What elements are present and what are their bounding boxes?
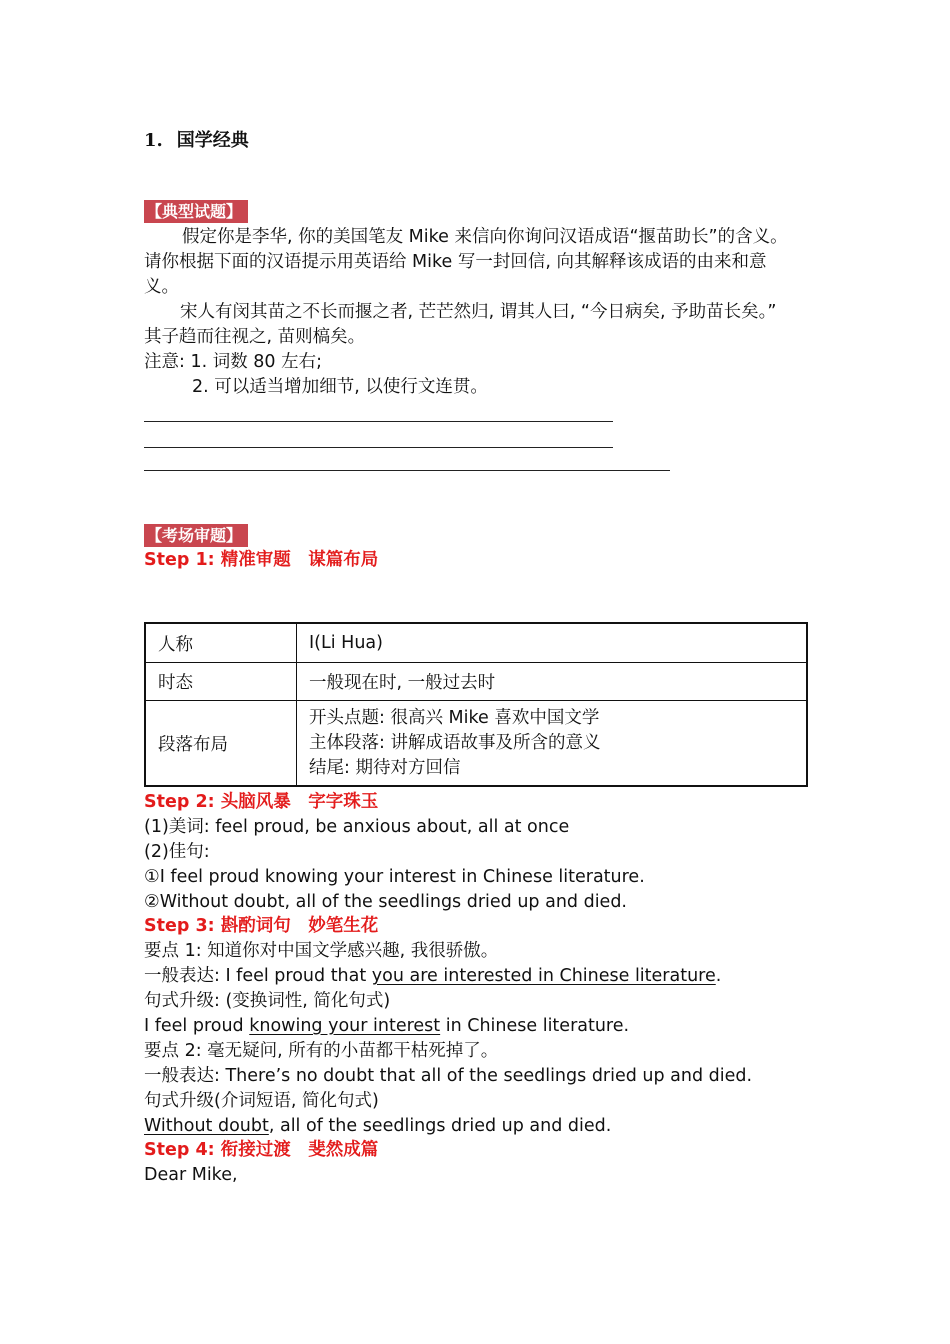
text-span: 一般表达: I feel proud that xyxy=(144,966,372,986)
point-2-upgrade-label: 句式升级(介词短语, 简化句式) xyxy=(144,1091,379,1111)
layout-table xyxy=(144,622,808,787)
point-1-upgrade xyxy=(144,1014,629,1039)
beautiful-words: (1)美词: feel proud, be anxious about, all at once xyxy=(144,817,570,837)
point-1-normal xyxy=(144,964,721,989)
story-line-2: 其子趋而往视之, 苗则槁矣。 xyxy=(144,327,366,347)
step-3-heading: Step 3: 斟酌词句 妙笔生花 xyxy=(144,916,379,936)
underlined-phrase: knowing your interest xyxy=(249,1016,441,1036)
section-number: 1. xyxy=(144,130,163,151)
table-row xyxy=(145,663,807,701)
good-sentence-2: ②Without doubt, all of the seedlings dried up and died. xyxy=(144,892,627,912)
table-key: 人称 xyxy=(145,623,297,663)
point-2-upgrade xyxy=(144,1114,611,1139)
point-1-upgrade-label: 句式升级: (变换词性, 简化句式) xyxy=(144,991,391,1011)
step-2-heading: Step 2: 头脑风暴 字字珠玉 xyxy=(144,792,379,812)
prompt-line-3: 义。 xyxy=(144,277,179,297)
note-line-1: 注意: 1. 词数 80 左右; xyxy=(144,352,323,372)
paragraph-plan-ending: 结尾: 期待对方回信 xyxy=(309,757,461,778)
prompt-line-1: 假定你是李华, 你的美国笔友 Mike 来信向你询问汉语成语“揠苗助长”的含义。 xyxy=(182,227,788,247)
good-sentence-1: ①I feel proud knowing your interest in Chinese literature. xyxy=(144,867,645,887)
answer-blank-line-3 xyxy=(144,470,670,471)
good-sentences-label: (2)佳句: xyxy=(144,842,210,862)
underlined-phrase: Without doubt xyxy=(144,1116,269,1136)
paragraph-plan-opening: 开头点题: 很高兴 Mike 喜欢中国文学 xyxy=(309,707,600,728)
story-line-1: 宋人有闵其苗之不长而揠之者, 芒芒然归, 谓其人曰, “今日病矣, 予助苗长矣。” xyxy=(180,302,777,322)
table-key: 段落布局 xyxy=(145,701,297,787)
table-value: 一般现在时, 一般过去时 xyxy=(297,663,808,701)
text-span: . xyxy=(715,966,722,986)
text-span: I feel proud xyxy=(144,1016,250,1036)
paragraph-plan-body: 主体段落: 讲解成语故事及所含的意义 xyxy=(309,732,601,753)
answer-blank-line-2 xyxy=(144,447,613,448)
step-4-heading: Step 4: 衔接过渡 斐然成篇 xyxy=(144,1140,379,1160)
section-heading xyxy=(144,126,249,152)
prompt-line-2: 请你根据下面的汉语提示用英语给 Mike 写一封回信, 向其解释该成语的由来和意 xyxy=(144,252,767,272)
table-row xyxy=(145,623,807,663)
exam-review-badge: 【考场审题】 xyxy=(144,524,248,547)
letter-salutation: Dear Mike, xyxy=(144,1165,238,1185)
table-row xyxy=(145,701,807,787)
point-2: 要点 2: 毫无疑问, 所有的小苗都干枯死掉了。 xyxy=(144,1041,499,1061)
underlined-phrase: you are interested in Chinese literature xyxy=(371,966,716,986)
section-title: 国学经典 xyxy=(176,130,249,151)
text-span: , all of the seedlings dried up and died. xyxy=(268,1116,612,1136)
note-line-2: 2. 可以适当增加细节, 以使行文连贯。 xyxy=(192,377,488,397)
point-2-normal: 一般表达: There’s no doubt that all of the seedlings dried up and died. xyxy=(144,1066,753,1086)
point-1: 要点 1: 知道你对中国文学感兴趣, 我很骄傲。 xyxy=(144,941,499,961)
step-1-heading: Step 1: 精准审题 谋篇布局 xyxy=(144,550,379,570)
text-span: in Chinese literature. xyxy=(440,1016,630,1036)
table-value: I(Li Hua) xyxy=(297,623,808,663)
answer-blank-line-1 xyxy=(144,421,613,422)
table-value xyxy=(297,701,808,787)
table-key: 时态 xyxy=(145,663,297,701)
typical-question-badge: 【典型试题】 xyxy=(144,200,248,223)
